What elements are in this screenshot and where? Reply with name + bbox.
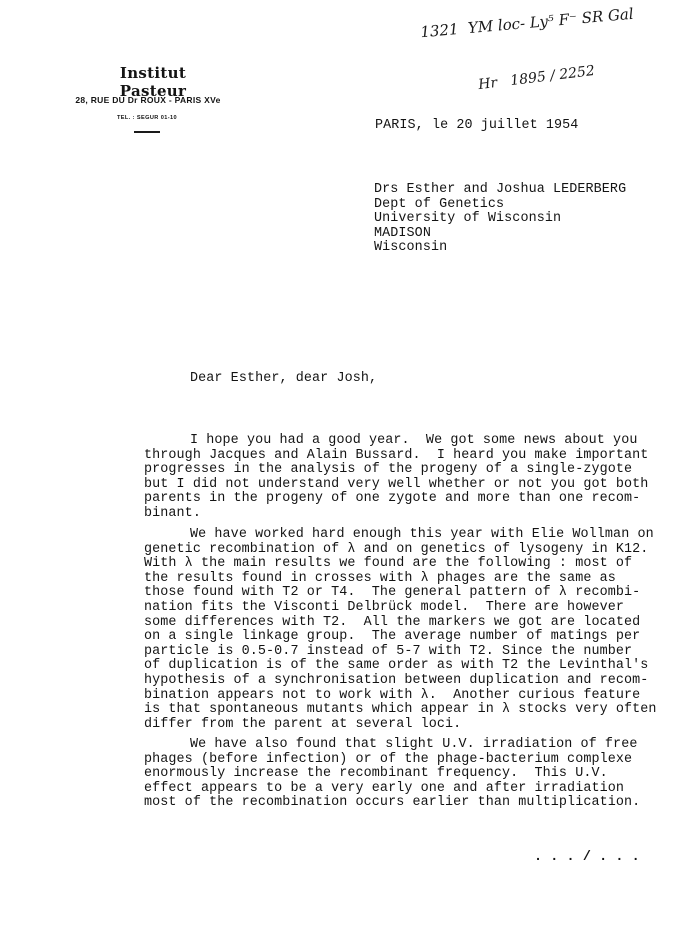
text-line: is that spontaneous mutants which appear in λ stocks very often xyxy=(144,702,657,718)
text-line: I hope you had a good year. We got some news about you xyxy=(190,433,638,448)
text-line: particle is 0.5-0.7 instead of 5-7 with T2. Since the number xyxy=(144,643,633,659)
text-line: We have worked hard enough this year with Elie Wollman on xyxy=(190,527,654,542)
text-line: enormously increase the recombinant frequency. This U.V. xyxy=(144,766,608,782)
text-line: binant. xyxy=(144,505,201,521)
recipient-line: Wisconsin xyxy=(374,240,448,256)
text-line: but I did not understand very well whether or not you got both xyxy=(144,476,649,492)
text-line: hypothesis of a synchronisation between duplication and recom- xyxy=(144,672,649,688)
text-line: parents in the progeny of one zygote and more than one recom- xyxy=(144,491,641,507)
text-line: some differences with T2. All the markers we got are located xyxy=(144,614,641,630)
text-line: most of the recombination occurs earlier than multiplication. xyxy=(144,795,641,811)
body-paragraph-2 xyxy=(144,528,696,732)
text-line: the results found in crosses with λ phages are the same as xyxy=(144,570,616,586)
text-line: differ from the parent at several loci. xyxy=(144,716,462,732)
letterhead-address: 28, RUE DU Dr ROUX - PARIS XVe xyxy=(75,95,221,105)
handwritten-note-top: 1321 YM loc- Ly⁵ F⁻ SR Gal xyxy=(419,4,635,42)
date-line: PARIS, le 20 juillet 1954 xyxy=(375,118,579,133)
text-line: those found with T2 or T4. The general pattern of λ recombi- xyxy=(144,585,641,601)
body-paragraph-1 xyxy=(144,434,696,522)
salutation: Dear Esther, dear Josh, xyxy=(190,371,378,386)
recipient-address xyxy=(374,183,626,256)
recipient-line: Dept of Genetics xyxy=(374,196,505,212)
body-paragraph-3 xyxy=(144,738,696,811)
text-line: effect appears to be a very early one and after irradiation xyxy=(144,780,625,796)
letterhead-telephone: TEL. : SEGUR 01-10 xyxy=(116,115,178,121)
text-line: genetic recombination of λ and on genetics of lysogeny in K12. xyxy=(144,541,649,557)
text-line: on a single linkage group. The average number of matings per xyxy=(144,629,641,645)
recipient-line: MADISON xyxy=(374,225,431,241)
recipient-line: University of Wisconsin xyxy=(374,211,562,227)
text-line: We have also found that slight U.V. irradiation of free xyxy=(190,737,638,752)
letterhead-institution: Institut Pasteur xyxy=(119,64,187,100)
text-line: through Jacques and Alain Bussard. I heard you make important xyxy=(144,447,649,463)
recipient-line: Drs Esther and Joshua LEDERBERG xyxy=(374,182,627,197)
text-line: phages (before infection) or of the phage-bacterium complexe xyxy=(144,751,633,767)
text-line: progresses in the analysis of the progeny of a single-zygote xyxy=(144,462,633,478)
text-line: nation fits the Visconti Delbrück model. There are however xyxy=(144,599,625,615)
letterhead-divider xyxy=(134,131,160,133)
text-line: With λ the main results we found are the following : most of xyxy=(144,556,633,572)
handwritten-note-mid: Hr 1895 / 2252 xyxy=(477,62,596,94)
continuation-mark: . . . / . . . xyxy=(534,850,640,865)
text-line: of duplication is of the same order as with T2 the Levinthal's xyxy=(144,658,649,674)
text-line: bination appears not to work with λ. Another curious feature xyxy=(144,687,641,703)
